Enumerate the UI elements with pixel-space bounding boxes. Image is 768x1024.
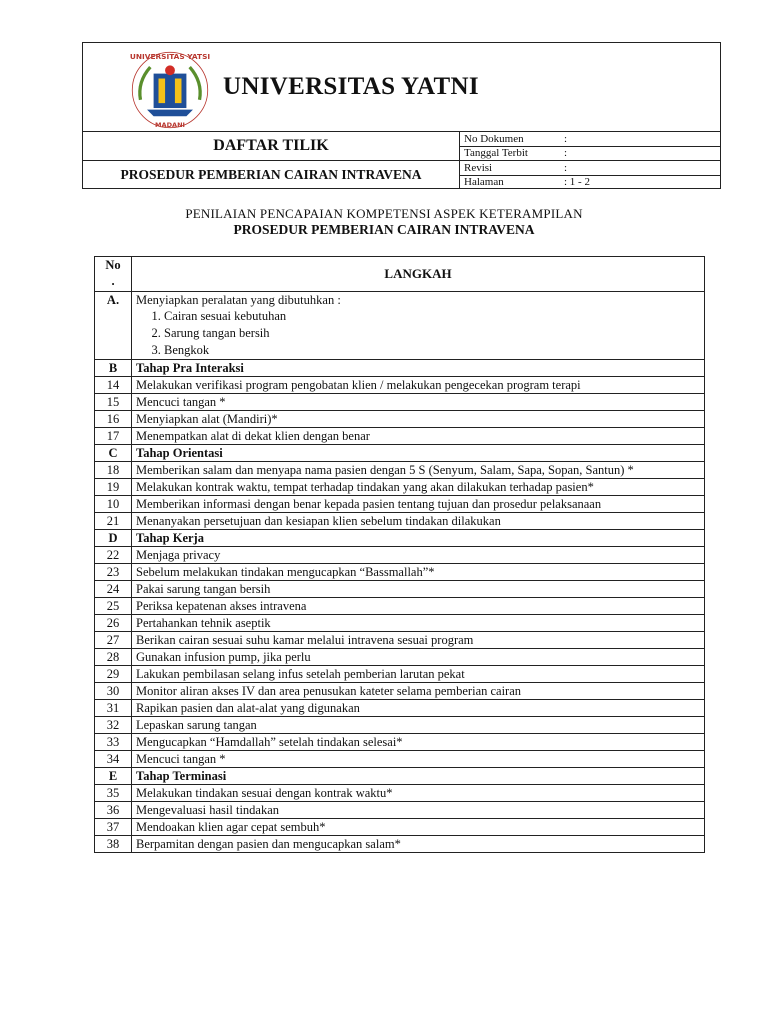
- section-a-intro: Menyiapkan peralatan yang dibutuhkan :: [136, 293, 341, 307]
- step-text: Pakai sarung tangan bersih: [132, 581, 705, 598]
- row-number: 36: [95, 802, 132, 819]
- assessment-title: PENILAIAN PENCAPAIAN KOMPETENSI ASPEK KETERAMPILAN: [185, 206, 583, 221]
- table-row: [95, 700, 705, 717]
- row-number: 30: [95, 683, 132, 700]
- step-text: Memberikan informasi dengan benar kepada pasien tentang tujuan dan prosedur pelaksanaan: [132, 496, 705, 513]
- section-title: Tahap Kerja: [132, 530, 705, 547]
- step-text: Monitor aliran akses IV dan area penusukan kateter selama pemberian cairan: [132, 683, 705, 700]
- table-row: [95, 411, 705, 428]
- table-row: [95, 547, 705, 564]
- table-row: [95, 836, 705, 853]
- table-row: [95, 615, 705, 632]
- meta-row: [460, 147, 720, 162]
- header-bottom: [83, 132, 720, 189]
- step-text: Menanyakan persetujuan dan kesiapan klien sebelum tindakan dilakukan: [132, 513, 705, 530]
- meta-value: :: [564, 147, 568, 160]
- table-row: [95, 377, 705, 394]
- table-row: [95, 513, 705, 530]
- row-number: 38: [95, 836, 132, 853]
- list-item: 2. Sarung tangan bersih: [164, 325, 700, 342]
- row-number: 24: [95, 581, 132, 598]
- table-row: [95, 666, 705, 683]
- row-number: 29: [95, 666, 132, 683]
- table-row: [95, 734, 705, 751]
- step-text: Melakukan verifikasi program pengobatan klien / melakukan pengecekan program terapi: [132, 377, 705, 394]
- procedure-heading: PROSEDUR PEMBERIAN CAIRAN INTRAVENA: [233, 222, 535, 237]
- table-row: [95, 802, 705, 819]
- step-text: Menjaga privacy: [132, 547, 705, 564]
- column-header-no: No .: [95, 257, 132, 292]
- meta-row: [460, 161, 720, 176]
- section-row: [95, 360, 705, 377]
- doc-type-title: DAFTAR TILIK: [83, 132, 459, 161]
- meta-label: No Dokumen: [464, 132, 524, 145]
- step-text: Berpamitan dengan pasien dan mengucapkan salam*: [132, 836, 705, 853]
- procedure-title: PROSEDUR PEMBERIAN CAIRAN INTRAVENA: [120, 167, 422, 182]
- row-number: 27: [95, 632, 132, 649]
- document-meta: [460, 132, 720, 189]
- row-number: 37: [95, 819, 132, 836]
- checklist-table: [94, 256, 705, 853]
- row-number: 26: [95, 615, 132, 632]
- list-item: 1. Cairan sesuai kebutuhan: [164, 308, 700, 325]
- table-row: [95, 649, 705, 666]
- section-a-row: [95, 292, 705, 360]
- meta-value: : 1 - 2: [564, 176, 590, 189]
- row-number: 17: [95, 428, 132, 445]
- step-text: Lakukan pembilasan selang infus setelah pemberian larutan pekat: [132, 666, 705, 683]
- row-number: 28: [95, 649, 132, 666]
- equipment-list: [136, 308, 700, 359]
- step-text: Berikan cairan sesuai suhu kamar melalui intravena sesuai program: [132, 632, 705, 649]
- section-title: Tahap Orientasi: [132, 445, 705, 462]
- row-number: 10: [95, 496, 132, 513]
- section-row: [95, 768, 705, 785]
- document-header: [82, 42, 721, 189]
- row-number: 16: [95, 411, 132, 428]
- row-number: D: [95, 530, 132, 547]
- step-text: Menempatkan alat di dekat klien dengan benar: [132, 428, 705, 445]
- logo-top-text: UNIVERSITAS YATSI: [129, 51, 211, 61]
- step-text: Melakukan kontrak waktu, tempat terhadap tindakan yang akan dilakukan terhadap pasien*: [132, 479, 705, 496]
- meta-label: Revisi: [464, 161, 493, 174]
- row-number: 19: [95, 479, 132, 496]
- table-row: [95, 462, 705, 479]
- table-row: [95, 717, 705, 734]
- table-row: [95, 598, 705, 615]
- university-name: UNIVERSITAS YATNI: [223, 73, 479, 100]
- table-row: [95, 632, 705, 649]
- step-text: [132, 292, 705, 360]
- row-number: 32: [95, 717, 132, 734]
- section-row: [95, 445, 705, 462]
- section-title: Tahap Terminasi: [132, 768, 705, 785]
- step-text: Mengevaluasi hasil tindakan: [132, 802, 705, 819]
- row-number: B: [95, 360, 132, 377]
- meta-label: Halaman: [464, 176, 504, 189]
- row-number: A.: [95, 292, 132, 360]
- step-text: Rapikan pasien dan alat-alat yang digunakan: [132, 700, 705, 717]
- table-row: [95, 819, 705, 836]
- step-text: Mencuci tangan *: [132, 751, 705, 768]
- step-text: Mendoakan klien agar cepat sembuh*: [132, 819, 705, 836]
- table-row: [95, 394, 705, 411]
- table-header-row: [95, 257, 705, 292]
- list-item: 3. Bengkok: [164, 342, 700, 359]
- row-number: E: [95, 768, 132, 785]
- table-row: [95, 479, 705, 496]
- section-title: Tahap Pra Interaksi: [132, 360, 705, 377]
- row-number: 15: [95, 394, 132, 411]
- table-row: [95, 751, 705, 768]
- table-row: [95, 581, 705, 598]
- row-number: 25: [95, 598, 132, 615]
- document-title-block: [83, 132, 460, 189]
- logo-bottom-text: MADANI: [155, 120, 185, 129]
- step-text: Mencuci tangan *: [132, 394, 705, 411]
- row-number: 33: [95, 734, 132, 751]
- row-number: 31: [95, 700, 132, 717]
- table-row: [95, 564, 705, 581]
- table-row: [95, 683, 705, 700]
- row-number: C: [95, 445, 132, 462]
- step-text: Sebelum melakukan tindakan mengucapkan “Bassmallah”*: [132, 564, 705, 581]
- step-text: Melakukan tindakan sesuai dengan kontrak waktu*: [132, 785, 705, 802]
- step-text: Memberikan salam dan menyapa nama pasien dengan 5 S (Senyum, Salam, Sapa, Sopan, Santun) *: [132, 462, 705, 479]
- column-header-step: LANGKAH: [132, 257, 705, 292]
- step-text: Menyiapkan alat (Mandiri)*: [132, 411, 705, 428]
- meta-row: [460, 176, 720, 190]
- meta-label: Tanggal Terbit: [464, 147, 528, 160]
- section-row: [95, 530, 705, 547]
- step-text: Periksa kepatenan akses intravena: [132, 598, 705, 615]
- table-row: [95, 428, 705, 445]
- row-number: 34: [95, 751, 132, 768]
- university-logo-icon: [129, 49, 211, 131]
- step-text: Pertahankan tehnik aseptik: [132, 615, 705, 632]
- meta-row: [460, 132, 720, 147]
- step-text: Gunakan infusion pump, jika perlu: [132, 649, 705, 666]
- meta-value: :: [564, 161, 568, 174]
- row-number: 22: [95, 547, 132, 564]
- header-top: [83, 43, 720, 132]
- row-number: 14: [95, 377, 132, 394]
- meta-value: :: [564, 132, 568, 145]
- row-number: 21: [95, 513, 132, 530]
- table-row: [95, 496, 705, 513]
- step-text: Lepaskan sarung tangan: [132, 717, 705, 734]
- row-number: 23: [95, 564, 132, 581]
- table-row: [95, 785, 705, 802]
- step-text: Mengucapkan “Hamdallah” setelah tindakan selesai*: [132, 734, 705, 751]
- row-number: 18: [95, 462, 132, 479]
- row-number: 35: [95, 785, 132, 802]
